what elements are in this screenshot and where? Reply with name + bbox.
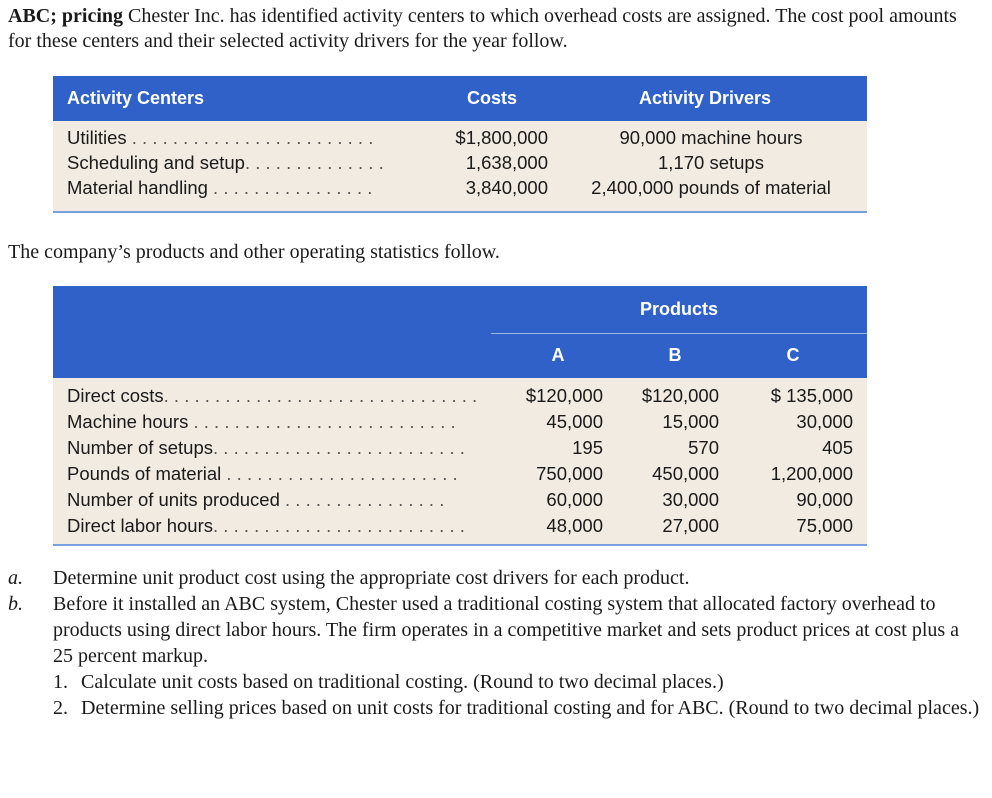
row-label: Direct labor hours bbox=[67, 515, 214, 536]
table-row bbox=[53, 463, 867, 488]
header-divider bbox=[491, 333, 867, 334]
driver-value: 1,170 setups bbox=[658, 152, 764, 173]
row-label: Machine hours bbox=[67, 411, 189, 432]
row-label: Scheduling and setup bbox=[67, 152, 245, 173]
value-c: 75,000 bbox=[796, 515, 853, 536]
between-text: The company’s products and other operating statistics follow. bbox=[8, 241, 500, 263]
driver-value: 90,000 machine hours bbox=[619, 127, 803, 148]
leader-dots: . . . . . . . . . . . . . . bbox=[244, 152, 384, 173]
leader-dots: . . . . . . . . . . . . . . . . . . . . . . . . . bbox=[213, 515, 465, 536]
leader-dots: . . . . . . . . . . . . . . . . . . . . . . . . . . . . . . . bbox=[163, 385, 478, 406]
question-letter: b. bbox=[8, 593, 23, 615]
problem-intro bbox=[8, 4, 983, 54]
question-a bbox=[8, 565, 983, 591]
row-label: Number of units produced bbox=[67, 489, 280, 510]
table-row bbox=[53, 152, 867, 177]
col-header-c: C bbox=[786, 345, 800, 365]
value-c: 30,000 bbox=[796, 411, 853, 432]
cost-value: $1,800,000 bbox=[455, 127, 548, 148]
table-row bbox=[53, 127, 867, 152]
products-table bbox=[53, 286, 867, 546]
col-header-activity-drivers: Activity Drivers bbox=[639, 88, 772, 108]
row-label: Pounds of material bbox=[67, 463, 222, 484]
cost-value: 1,638,000 bbox=[465, 152, 548, 173]
table-row bbox=[53, 515, 867, 540]
value-c: 405 bbox=[822, 437, 853, 458]
table-body bbox=[53, 121, 867, 213]
sub-question-1 bbox=[53, 669, 983, 695]
table-row bbox=[53, 177, 867, 202]
row-label: Material handling bbox=[67, 177, 208, 198]
sub-text: Determine selling prices based on unit costs for traditional costing and for ABC. (Round to two decimal places.) bbox=[81, 697, 980, 719]
col-header-costs: Costs bbox=[467, 88, 518, 108]
col-header-a: A bbox=[551, 345, 565, 365]
table-row bbox=[53, 385, 867, 410]
table-row bbox=[53, 411, 867, 436]
value-c: $ 135,000 bbox=[770, 385, 853, 406]
value-a: 750,000 bbox=[536, 463, 603, 484]
activity-centers-table bbox=[53, 76, 867, 213]
question-text: Determine unit product cost using the appropriate cost drivers for each product. bbox=[53, 567, 690, 589]
cost-value: 3,840,000 bbox=[465, 177, 548, 198]
questions bbox=[8, 565, 983, 721]
col-header-activity-centers: Activity Centers bbox=[67, 88, 205, 108]
leader-dots: . . . . . . . . . . . . . . . . . . . . . . . . . . bbox=[193, 411, 456, 432]
question-letter: a. bbox=[8, 567, 23, 589]
leader-dots: . . . . . . . . . . . . . . . . bbox=[285, 489, 445, 510]
table-row bbox=[53, 489, 867, 514]
leader-dots: . . . . . . . . . . . . . . . . . . . . . . . . . bbox=[213, 437, 465, 458]
sub-number: 2. bbox=[53, 697, 68, 719]
table-row bbox=[53, 437, 867, 462]
table-body bbox=[53, 378, 867, 546]
question-b bbox=[8, 591, 983, 721]
sub-question-2 bbox=[53, 695, 983, 721]
value-a: 60,000 bbox=[546, 489, 603, 510]
value-c: 90,000 bbox=[796, 489, 853, 510]
row-label: Direct costs bbox=[67, 385, 164, 406]
sub-text: Calculate unit costs based on traditional costing. (Round to two decimal places.) bbox=[81, 671, 724, 693]
col-header-b: B bbox=[668, 345, 682, 365]
table-header bbox=[53, 76, 867, 121]
value-b: 450,000 bbox=[652, 463, 719, 484]
value-a: 195 bbox=[572, 437, 603, 458]
driver-value: 2,400,000 pounds of material bbox=[591, 177, 831, 198]
leader-dots: . . . . . . . . . . . . . . . . . . . . . . . . bbox=[131, 127, 374, 148]
question-text: Before it installed an ABC system, Chester used a traditional costing system that allocated factory overhead to products using direct labor hours. The firm operates in a competitive market and sets product prices at cost plus a 25 percent markup. bbox=[53, 593, 960, 667]
sub-number: 1. bbox=[53, 671, 68, 693]
group-header-products: Products bbox=[639, 299, 718, 319]
leader-dots: . . . . . . . . . . . . . . . . . . . . . . . bbox=[226, 463, 458, 484]
value-b: 570 bbox=[688, 437, 719, 458]
problem-text: Chester Inc. has identified activity centers to which overhead costs are assigned. The cost pool amounts for these centers and their selected activity drivers for the year follow. bbox=[8, 5, 957, 52]
row-label: Number of setups bbox=[67, 437, 214, 458]
value-b: 27,000 bbox=[662, 515, 719, 536]
value-a: 48,000 bbox=[546, 515, 603, 536]
value-b: 15,000 bbox=[662, 411, 719, 432]
row-label: Utilities bbox=[67, 127, 127, 148]
leader-dots: . . . . . . . . . . . . . . . . bbox=[213, 177, 373, 198]
problem-title: ABC; pricing bbox=[8, 5, 123, 27]
value-c: 1,200,000 bbox=[770, 463, 853, 484]
value-a: 45,000 bbox=[546, 411, 603, 432]
value-b: 30,000 bbox=[662, 489, 719, 510]
table-header bbox=[53, 286, 867, 378]
value-b: $120,000 bbox=[641, 385, 719, 406]
value-a: $120,000 bbox=[525, 385, 603, 406]
